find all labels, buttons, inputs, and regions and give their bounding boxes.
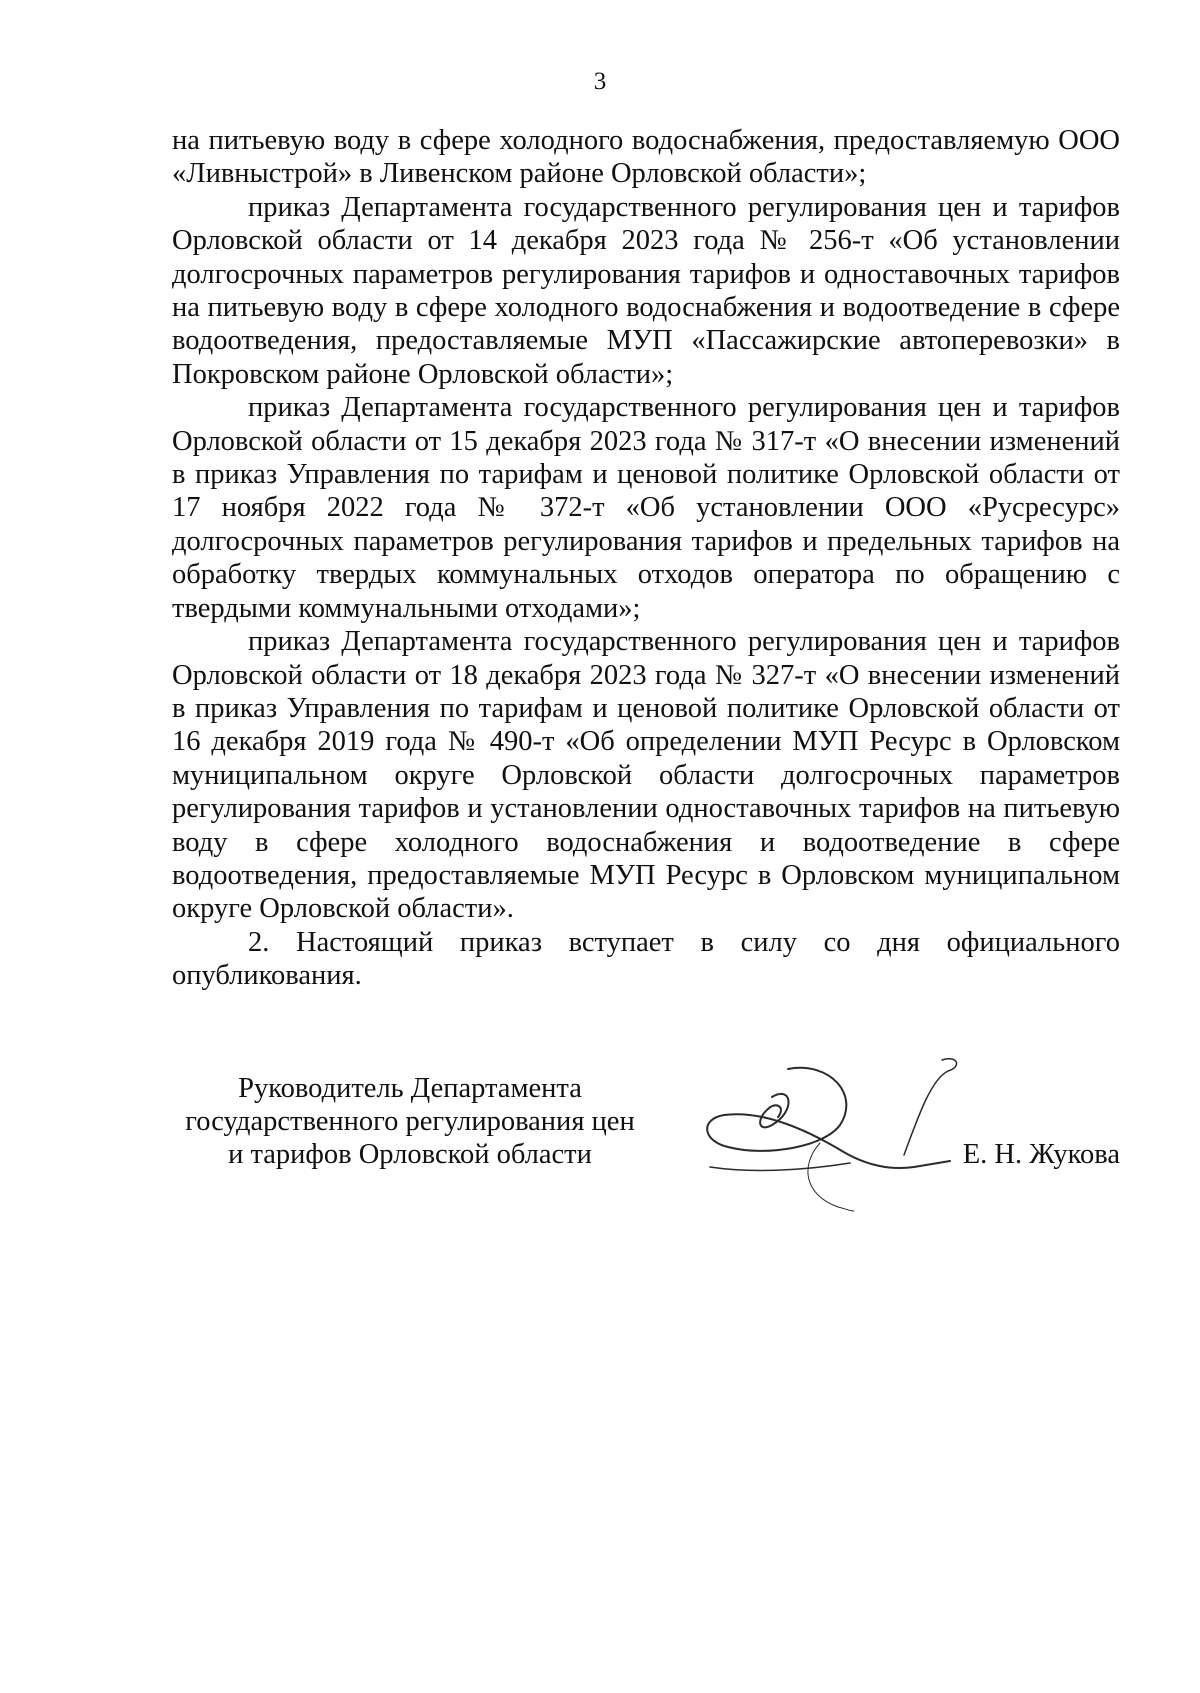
position-line-3: и тарифов Орловской области	[228, 1139, 592, 1170]
page-number: 3	[593, 68, 607, 95]
signature-stroke-1	[707, 1068, 950, 1168]
handwritten-signature	[700, 1055, 970, 1215]
paragraph-1: на питьевую воду в сфере холодного водоснабжения, предоставляемую ООО «Ливныстрой» в Ливенском районе Орловской области»;	[172, 125, 1120, 190]
paragraph-3: приказ Департамента государственного регулирования цен и тарифов Орловской области от 15 декабря 2023 года № 317-т «О внесении изменений в приказ Управления по тарифам и ценовой политике Орловской области от 17 ноября 2022 года № 372-т «Об установлении ООО «Русресурс» долгосрочных параметров регулирования тарифов и предельных тарифов на обработку твердых коммунальных отходов оператора по обращению с твердыми коммунальными отходами»;	[172, 392, 1120, 624]
signature-stroke-4	[904, 1059, 957, 1155]
paragraph-2: приказ Департамента государственного регулирования цен и тарифов Орловской области от 14 декабря 2023 года № 256-т «Об установлении долгосрочных параметров регулирования тарифов и одноставочных тарифов на питьевую воду в сфере холодного водоснабжения и водоотведение в сфере водоотведения, предоставляемые МУП «Пассажирские автоперевозки» в Покровском районе Орловской области»;	[172, 191, 1120, 390]
paragraph-5: 2. Настоящий приказ вступает в силу со дня официального опубликования.	[172, 926, 1120, 992]
paragraph-4: приказ Департамента государственного регулирования цен и тарифов Орловской области от 18 декабря 2023 года № 327-т «О внесении изменений в приказ Управления по тарифам и ценовой политике Орловской области от 16 декабря 2019 года № 490-т «Об определении МУП Ресурс в Орловском муниципальном округе Орловской области долгосрочных параметров регулирования тарифов и установлении одноставочных тарифов на питьевую воду в сфере холодного водоснабжения и водоотведение в сфере водоотведения, предоставляемые МУП Ресурс в Орловском муниципальном округе Орловской области».	[172, 626, 1120, 925]
signatory-position	[170, 1072, 650, 1171]
position-line-2: государственного регулирования цен	[185, 1106, 635, 1137]
signature-stroke-3	[710, 1163, 850, 1170]
document-body	[172, 124, 1120, 993]
position-line-1: Руководитель Департамента	[238, 1073, 582, 1104]
signatory-name: Е. Н. Жукова	[962, 1139, 1120, 1170]
